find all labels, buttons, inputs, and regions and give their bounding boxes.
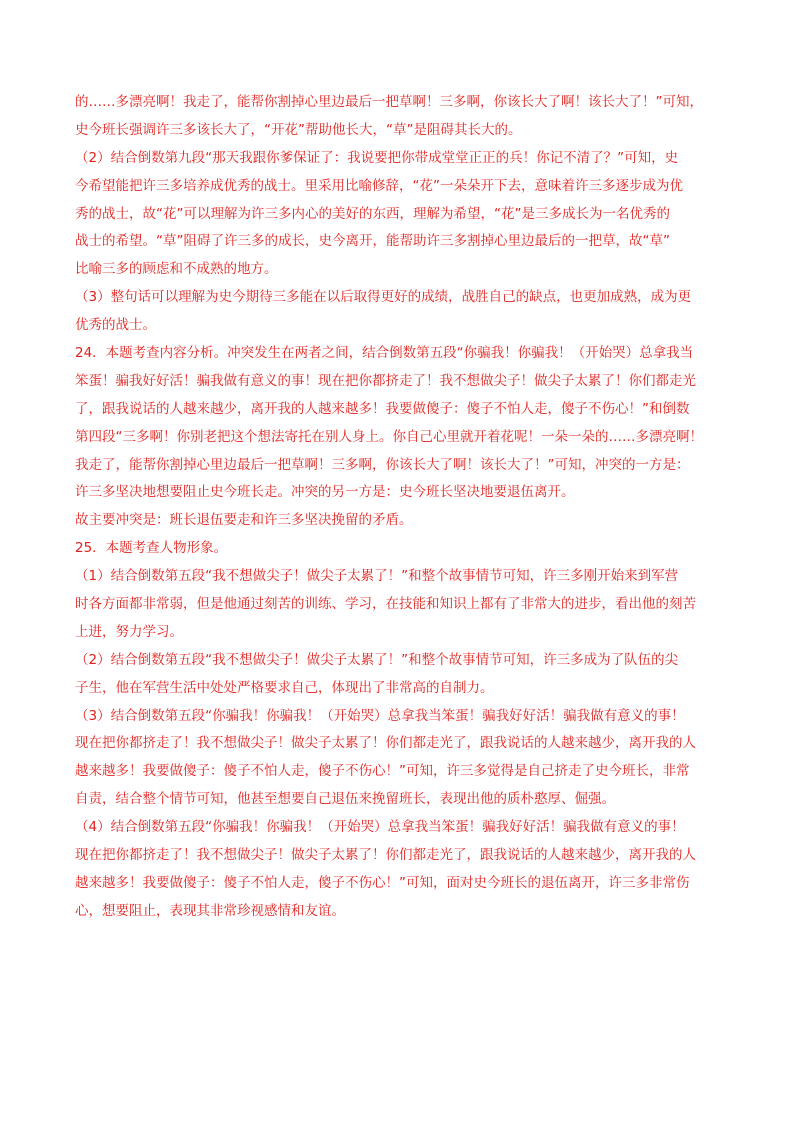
text-line: （3）结合倒数第五段“你骗我！你骗我！（开始哭）总拿我当笨蛋！骗我好好活！骗我做有意义的事！ <box>75 707 685 724</box>
text-line: 的……多漂亮啊！我走了，能帮你割掉心里边最后一把草啊！三多啊，你该长大了啊！该长大了！”可知， <box>75 94 703 110</box>
text-line: （2）结合倒数第九段“那天我跟你爹保证了：我说要把你带成堂堂正正的兵！你记不清了？”可知，史 <box>75 149 679 166</box>
text-line: 上进，努力学习。 <box>75 623 183 640</box>
text-line: 我走了，能帮你割掉心里边最后一把草啊！三多啊，你该长大了啊！该长大了！”可知，冲突的一方是： <box>75 456 690 473</box>
text-line: 今希望能把许三多培养成优秀的战士。里采用比喻修辞，“花”一朵朵开下去，意味着许三多逐步成为优 <box>75 177 683 194</box>
text-line: 时各方面都非常弱，但是他通过刻苦的训练、学习，在技能和知识上都有了非常大的进步，看出他的刻苦 <box>75 596 696 613</box>
text-line: 第四段“三多啊！你别老把这个想法寄托在别人身上。你自己心里就开着花呢！一朵一朵的……多漂亮啊！ <box>75 428 703 445</box>
text-line: 秀的战士，故“花”可以理解为许三多内心的美好的东西，理解为希望，“花”是三多成长为一名优秀的 <box>75 205 670 222</box>
text-line: 比喻三多的顾虑和不成熟的地方。 <box>75 261 278 278</box>
text-line: 越来越多！我要做傻子：傻子不怕人走，傻子不伤心！”可知，许三多觉得是自己挤走了史今班长，非常 <box>75 763 690 780</box>
text-line: 故主要冲突是：班长退伍要走和许三多坚决挽留的矛盾。 <box>75 512 413 529</box>
text-line: 战士的希望。“草”阻碍了许三多的成长，史今离开，能帮助许三多割掉心里边最后的一把草，故“草” <box>75 233 670 250</box>
text-line: 现在把你都挤走了！我不想做尖子！做尖子太累了！你们都走光了，跟我说话的人越来越少，离开我的人 <box>75 847 696 864</box>
text-line: 了，跟我说话的人越来越少，离开我的人越来越多！我要做傻子：傻子不怕人走，傻子不伤心！”和倒数 <box>75 400 690 417</box>
text-line: 心，想要阻止，表现其非常珍视感情和友谊。 <box>75 902 345 919</box>
text-line: （2）结合倒数第五段“我不想做尖子！做尖子太累了！”和整个故事情节可知，许三多成为了队伍的尖 <box>75 651 679 668</box>
question-24-heading-line: 24．本题考查内容分析。冲突发生在两者之间，结合倒数第五段“你骗我！你骗我！（开始哭）总拿我当 <box>75 345 694 362</box>
text-line: （3）整句话可以理解为史今期待三多能在以后取得更好的成绩，战胜自己的缺点，也更加成熟，成为更 <box>75 289 692 306</box>
text-line: （4）结合倒数第五段“你骗我！你骗我！（开始哭）总拿我当笨蛋！骗我好好活！骗我做有意义的事！ <box>75 819 685 836</box>
text-line: 优秀的战士。 <box>75 317 156 334</box>
text-line: 现在把你都挤走了！我不想做尖子！做尖子太累了！你们都走光了，跟我说话的人越来越少，离开我的人 <box>75 735 696 752</box>
answer-text-body <box>75 89 731 926</box>
text-line: 许三多坚决地想要阻止史今班长走。冲突的另一方是：史今班长坚决地要退伍离开。 <box>75 484 575 501</box>
text-line: 自责，结合整个情节可知，他甚至想要自己退伍来挽留班长，表现出他的质朴憨厚、倔强。 <box>75 791 615 808</box>
question-25-heading-line: 25．本题考查人物形象。 <box>75 540 228 557</box>
text-line: （1）结合倒数第五段“我不想做尖子！做尖子太累了！”和整个故事情节可知，许三多刚开始来到军营 <box>75 568 679 585</box>
text-line: 笨蛋！骗我好好活！骗我做有意义的事！现在把你都挤走了！我不想做尖子！做尖子太累了！你们都走光 <box>75 372 696 389</box>
text-line: 越来越多！我要做傻子：傻子不怕人走，傻子不伤心！”可知，面对史今班长的退伍离开，许三多非常伤 <box>75 874 690 891</box>
text-line: 子生，他在军营生活中处处严格要求自己，体现出了非常高的自制力。 <box>75 679 494 696</box>
text-line: 史今班长强调许三多该长大了，“开花”帮助他长大，“草”是阻碍其长大的。 <box>75 121 522 138</box>
